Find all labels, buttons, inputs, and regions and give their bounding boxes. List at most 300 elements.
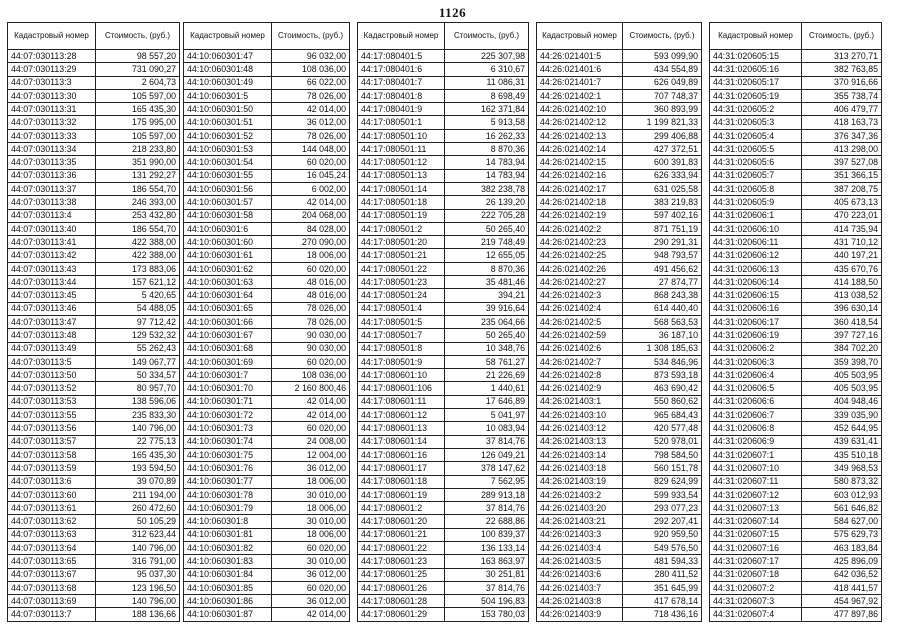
- cost-cell: 293 077,23: [623, 502, 702, 515]
- cadastral-number-cell: 44:17:080601:13: [358, 422, 445, 435]
- table-row: [8, 475, 180, 488]
- table-row: [8, 435, 180, 448]
- cadastral-number-cell: 44:31:020607:15: [710, 528, 802, 541]
- table-row: [184, 63, 350, 76]
- header-cost: Стоимость, (руб.): [802, 23, 882, 50]
- table-row: [710, 222, 882, 235]
- cadastral-number-cell: 44:31:020606:3: [710, 355, 802, 368]
- cadastral-number-cell: 44:07:030113:28: [8, 50, 96, 63]
- cost-cell: 418 163,73: [802, 116, 882, 129]
- cadastral-number-cell: 44:31:020605:5: [710, 143, 802, 156]
- cadastral-number-cell: 44:26:021403:21: [537, 515, 623, 528]
- cost-cell: 431 710,12: [802, 236, 882, 249]
- cadastral-number-cell: 44:26:021403:10: [537, 409, 623, 422]
- table-row: [710, 409, 882, 422]
- cadastral-number-cell: 44:31:020607:2: [710, 581, 802, 594]
- table-row: [358, 76, 529, 89]
- cadastral-number-cell: 44:31:020605:6: [710, 156, 802, 169]
- table-row: [8, 581, 180, 594]
- cadastral-number-cell: 44:31:020605:7: [710, 169, 802, 182]
- cadastral-number-cell: 44:17:080501:13: [358, 169, 445, 182]
- cadastral-number-cell: 44:10:060301:64: [184, 289, 272, 302]
- cost-cell: 36 012,00: [272, 462, 350, 475]
- table-row: [358, 169, 529, 182]
- cadastral-number-cell: 44:10:060301:50: [184, 103, 272, 116]
- table-row: [710, 528, 882, 541]
- cost-cell: 211 194,00: [96, 488, 180, 501]
- table-row: [710, 89, 882, 102]
- table-row: [184, 276, 350, 289]
- cost-cell: 186 554,70: [96, 222, 180, 235]
- cadastral-number-cell: 44:07:030113:4: [8, 209, 96, 222]
- cadastral-number-cell: 44:26:021403:1: [537, 395, 623, 408]
- table-row: [710, 462, 882, 475]
- cadastral-number-cell: 44:26:021402:7: [537, 355, 623, 368]
- cost-cell: 798 584,50: [623, 448, 702, 461]
- cost-cell: 406 479,77: [802, 103, 882, 116]
- cost-cell: 66 022,00: [272, 76, 350, 89]
- table-row: [8, 422, 180, 435]
- cadastral-number-cell: 44:10:060301:47: [184, 50, 272, 63]
- cost-cell: 10 083,94: [445, 422, 529, 435]
- cadastral-number-cell: 44:07:030113:62: [8, 515, 96, 528]
- cost-cell: 463 690,42: [623, 382, 702, 395]
- table-row: [537, 395, 702, 408]
- cadastral-number-cell: 44:31:020606:4: [710, 369, 802, 382]
- cost-cell: 434 554,89: [623, 63, 702, 76]
- cost-cell: 78 026,00: [272, 302, 350, 315]
- cost-cell: 60 020,00: [272, 422, 350, 435]
- cost-cell: 36 012,00: [272, 116, 350, 129]
- cadastral-number-cell: 44:10:060301:65: [184, 302, 272, 315]
- table-row: [358, 129, 529, 142]
- cost-cell: 37 814,76: [445, 435, 529, 448]
- table-row: [184, 222, 350, 235]
- table-row: [184, 302, 350, 315]
- cost-cell: 26 139,20: [445, 196, 529, 209]
- cost-cell: 78 026,00: [272, 129, 350, 142]
- table-row: [8, 595, 180, 608]
- header-cadastral: Кадастровый номер: [710, 23, 802, 50]
- table-row: [358, 209, 529, 222]
- cost-cell: 404 948,46: [802, 395, 882, 408]
- cost-cell: 580 873,32: [802, 475, 882, 488]
- table-row: [358, 315, 529, 328]
- table-row: [537, 89, 702, 102]
- cadastral-number-cell: 44:31:020606:10: [710, 222, 802, 235]
- cadastral-number-cell: 44:07:030113:41: [8, 236, 96, 249]
- table-row: [184, 129, 350, 142]
- cost-cell: 60 020,00: [272, 262, 350, 275]
- cadastral-number-cell: 44:10:060301:54: [184, 156, 272, 169]
- cadastral-number-cell: 44:31:020605:3: [710, 116, 802, 129]
- cost-cell: 8 870,36: [445, 143, 529, 156]
- cadastral-number-cell: 44:17:080601:28: [358, 595, 445, 608]
- cadastral-number-cell: 44:17:080601:16: [358, 448, 445, 461]
- cost-cell: 218 233,80: [96, 143, 180, 156]
- cost-cell: 90 030,00: [272, 329, 350, 342]
- cadastral-number-cell: 44:10:060301:61: [184, 249, 272, 262]
- cadastral-number-cell: 44:17:080501:21: [358, 249, 445, 262]
- cost-cell: 631 025,58: [623, 182, 702, 195]
- cadastral-number-cell: 44:26:021403:7: [537, 581, 623, 594]
- cost-cell: 123 196,50: [96, 581, 180, 594]
- cost-cell: 42 014,00: [272, 103, 350, 116]
- table-row: [537, 50, 702, 63]
- cadastral-number-cell: 44:07:030113:52: [8, 382, 96, 395]
- cost-cell: 22 688,86: [445, 515, 529, 528]
- cost-cell: 463 183,84: [802, 541, 882, 554]
- cost-cell: 165 435,30: [96, 103, 180, 116]
- cost-cell: 313 270,71: [802, 50, 882, 63]
- table-row: [8, 488, 180, 501]
- cadastral-number-cell: 44:07:030113:43: [8, 262, 96, 275]
- cadastral-number-cell: 44:07:030113:63: [8, 528, 96, 541]
- table-row: [184, 608, 350, 621]
- table-row: [537, 541, 702, 554]
- table-row: [184, 342, 350, 355]
- cadastral-number-cell: 44:10:060301:56: [184, 182, 272, 195]
- cadastral-number-cell: 44:31:020606:15: [710, 289, 802, 302]
- cadastral-number-cell: 44:17:080501:1: [358, 116, 445, 129]
- cadastral-number-cell: 44:17:080601:22: [358, 541, 445, 554]
- cadastral-number-cell: 44:31:020606:12: [710, 249, 802, 262]
- cost-cell: 413 038,52: [802, 289, 882, 302]
- cost-cell: 707 748,37: [623, 89, 702, 102]
- cost-cell: 235 064,66: [445, 315, 529, 328]
- cost-cell: 549 576,50: [623, 541, 702, 554]
- cost-cell: 289 913,18: [445, 488, 529, 501]
- cadastral-number-cell: 44:10:060301:62: [184, 262, 272, 275]
- cost-cell: 105 597,00: [96, 89, 180, 102]
- table-row: [537, 528, 702, 541]
- cost-cell: 560 151,78: [623, 462, 702, 475]
- table-row: [537, 502, 702, 515]
- table-row: [8, 262, 180, 275]
- cadastral-number-cell: 44:10:060301:72: [184, 409, 272, 422]
- cadastral-number-cell: 44:07:030113:37: [8, 182, 96, 195]
- cost-cell: 2 604,73: [96, 76, 180, 89]
- cost-cell: 413 298,00: [802, 143, 882, 156]
- cadastral-number-cell: 44:07:030113:61: [8, 502, 96, 515]
- cost-cell: 165 435,30: [96, 448, 180, 461]
- cadastral-number-cell: 44:07:030113:60: [8, 488, 96, 501]
- table-row: [184, 262, 350, 275]
- cost-cell: 642 036,52: [802, 568, 882, 581]
- table-row: [184, 50, 350, 63]
- cadastral-number-cell: 44:26:021403:20: [537, 502, 623, 515]
- cost-cell: 873 593,18: [623, 369, 702, 382]
- cost-cell: 95 037,30: [96, 568, 180, 581]
- table-row: [184, 448, 350, 461]
- cadastral-number-cell: 44:31:020605:4: [710, 129, 802, 142]
- cost-cell: 405 503,95: [802, 369, 882, 382]
- table-row: [710, 342, 882, 355]
- table-row: [537, 355, 702, 368]
- cost-cell: 440 197,21: [802, 249, 882, 262]
- cost-cell: 290 291,31: [623, 236, 702, 249]
- table-row: [358, 63, 529, 76]
- cost-cell: 12 004,00: [272, 448, 350, 461]
- cadastral-number-cell: 44:17:080601:17: [358, 462, 445, 475]
- cadastral-number-cell: 44:10:060301:67: [184, 329, 272, 342]
- table-row: [537, 276, 702, 289]
- table-row: [184, 409, 350, 422]
- table-row: [537, 116, 702, 129]
- cadastral-number-cell: 44:26:021403:14: [537, 448, 623, 461]
- cost-cell: 175 995,00: [96, 116, 180, 129]
- cost-cell: 1 308 185,63: [623, 342, 702, 355]
- cost-cell: 153 780,03: [445, 608, 529, 621]
- cadastral-number-cell: 44:26:021403:5: [537, 555, 623, 568]
- cadastral-number-cell: 44:26:021402:8: [537, 369, 623, 382]
- cost-cell: 35 481,46: [445, 276, 529, 289]
- cost-cell: 351 366,15: [802, 169, 882, 182]
- cadastral-number-cell: 44:10:060301:52: [184, 129, 272, 142]
- cost-cell: 420 577,48: [623, 422, 702, 435]
- cost-cell: 126 049,21: [445, 448, 529, 461]
- cadastral-number-cell: 44:26:021401:6: [537, 63, 623, 76]
- cost-cell: 520 978,01: [623, 435, 702, 448]
- cost-cell: 360 893,99: [623, 103, 702, 116]
- cadastre-table-2: [183, 22, 350, 622]
- table-row: [358, 355, 529, 368]
- cost-cell: 405 673,13: [802, 196, 882, 209]
- table-row: [537, 581, 702, 594]
- cadastral-number-cell: 44:17:080601:12: [358, 409, 445, 422]
- cadastral-number-cell: 44:26:021402:18: [537, 196, 623, 209]
- cadastral-number-cell: 44:10:060301:78: [184, 488, 272, 501]
- cadastral-number-cell: 44:10:060301:81: [184, 528, 272, 541]
- table-row: [710, 209, 882, 222]
- cost-cell: 140 796,00: [96, 541, 180, 554]
- cost-cell: 2 160 800,46: [272, 382, 350, 395]
- cadastral-number-cell: 44:07:030113:57: [8, 435, 96, 448]
- table-row: [537, 462, 702, 475]
- cadastral-number-cell: 44:10:060301:58: [184, 209, 272, 222]
- cadastral-number-cell: 44:10:060301:74: [184, 435, 272, 448]
- table-row: [8, 143, 180, 156]
- cadastre-table-5: [709, 22, 882, 622]
- cost-cell: 550 860,62: [623, 395, 702, 408]
- cadastral-number-cell: 44:31:020607:10: [710, 462, 802, 475]
- cost-cell: 37 814,76: [445, 502, 529, 515]
- cadastral-number-cell: 44:07:030113:69: [8, 595, 96, 608]
- cadastral-number-cell: 44:26:021402:15: [537, 156, 623, 169]
- cost-cell: 18 006,00: [272, 249, 350, 262]
- table-row: [537, 129, 702, 142]
- cost-cell: 378 147,62: [445, 462, 529, 475]
- cost-cell: 18 006,00: [272, 475, 350, 488]
- cost-cell: 384 702,20: [802, 342, 882, 355]
- cadastral-number-cell: 44:10:060301:71: [184, 395, 272, 408]
- table-row: [710, 116, 882, 129]
- cadastre-table-4: [536, 22, 702, 622]
- cadastral-number-cell: 44:31:020607:4: [710, 608, 802, 621]
- cost-cell: 414 735,94: [802, 222, 882, 235]
- cost-cell: 100 839,37: [445, 528, 529, 541]
- cadastral-number-cell: 44:17:080601:106: [358, 382, 445, 395]
- table-row: [184, 555, 350, 568]
- cost-cell: 435 670,76: [802, 262, 882, 275]
- cost-cell: 149 067,77: [96, 355, 180, 368]
- table-row: [537, 555, 702, 568]
- table-row: [358, 409, 529, 422]
- cost-cell: 1 440,61: [445, 382, 529, 395]
- cost-cell: 48 016,00: [272, 289, 350, 302]
- cost-cell: 280 411,52: [623, 568, 702, 581]
- cost-cell: 16 045,24: [272, 169, 350, 182]
- table-row: [710, 236, 882, 249]
- table-row: [8, 315, 180, 328]
- table-row: [710, 555, 882, 568]
- table-row: [8, 116, 180, 129]
- cadastral-number-cell: 44:26:021403:19: [537, 475, 623, 488]
- table-row: [184, 289, 350, 302]
- cadastral-number-cell: 44:07:030113:58: [8, 448, 96, 461]
- table-row: [8, 103, 180, 116]
- cost-cell: 108 036,00: [272, 63, 350, 76]
- table-row: [184, 581, 350, 594]
- cost-cell: 60 020,00: [272, 581, 350, 594]
- cadastral-number-cell: 44:17:080501:22: [358, 262, 445, 275]
- cost-cell: 418 441,57: [802, 581, 882, 594]
- table-row: [537, 568, 702, 581]
- table-row: [358, 143, 529, 156]
- table-row: [184, 475, 350, 488]
- table-row: [8, 129, 180, 142]
- cost-cell: 30 251,81: [445, 568, 529, 581]
- cadastral-number-cell: 44:07:030113:68: [8, 581, 96, 594]
- cadastral-number-cell: 44:07:030113:31: [8, 103, 96, 116]
- cadastral-number-cell: 44:10:060301:69: [184, 355, 272, 368]
- table-row: [8, 329, 180, 342]
- cadastral-number-cell: 44:26:021402:1: [537, 89, 623, 102]
- table-row: [537, 382, 702, 395]
- cost-cell: 58 761,27: [445, 355, 529, 368]
- cadastre-table-1: [7, 22, 180, 622]
- table-row: [8, 249, 180, 262]
- cadastral-number-cell: 44:07:030113:3: [8, 76, 96, 89]
- cadastral-number-cell: 44:07:030113:5: [8, 355, 96, 368]
- table-row: [710, 315, 882, 328]
- table-row: [537, 342, 702, 355]
- cadastral-number-cell: 44:26:021402:23: [537, 236, 623, 249]
- cadastral-number-cell: 44:07:030113:55: [8, 409, 96, 422]
- cost-cell: 204 068,00: [272, 209, 350, 222]
- cadastral-number-cell: 44:31:020607:14: [710, 515, 802, 528]
- cost-cell: 219 748,49: [445, 236, 529, 249]
- table-row: [537, 422, 702, 435]
- cost-cell: 481 594,33: [623, 555, 702, 568]
- cost-cell: 60 020,00: [272, 156, 350, 169]
- cadastral-number-cell: 44:10:060301:66: [184, 315, 272, 328]
- table-row: [710, 76, 882, 89]
- cost-cell: 21 226,69: [445, 369, 529, 382]
- tables-area: [7, 22, 900, 618]
- table-row: [8, 355, 180, 368]
- header-cost: Стоимость, (руб.): [272, 23, 350, 50]
- cost-cell: 422 388,00: [96, 236, 180, 249]
- cadastral-number-cell: 44:17:080501:24: [358, 289, 445, 302]
- cadastral-number-cell: 44:17:080501:19: [358, 209, 445, 222]
- cadastral-number-cell: 44:10:060301:83: [184, 555, 272, 568]
- cost-cell: 504 196,83: [445, 595, 529, 608]
- table-row: [537, 488, 702, 501]
- table-row: [537, 249, 702, 262]
- table-row: [537, 143, 702, 156]
- table-row: [710, 63, 882, 76]
- table-row: [358, 276, 529, 289]
- table-row: [358, 435, 529, 448]
- table-row: [710, 302, 882, 315]
- cost-cell: 405 503,95: [802, 382, 882, 395]
- cadastral-number-cell: 44:10:060301:70: [184, 382, 272, 395]
- table-row: [184, 462, 350, 475]
- cadastral-number-cell: 44:26:021402:9: [537, 382, 623, 395]
- cadastral-number-cell: 44:10:060301:7: [184, 369, 272, 382]
- cadastral-number-cell: 44:31:020605:19: [710, 89, 802, 102]
- cadastral-number-cell: 44:26:021402:2: [537, 222, 623, 235]
- cost-cell: 235 833,30: [96, 409, 180, 422]
- table-row: [8, 448, 180, 461]
- cost-cell: 97 712,42: [96, 315, 180, 328]
- cadastral-number-cell: 44:26:021403:18: [537, 462, 623, 475]
- cost-cell: 42 014,00: [272, 409, 350, 422]
- cost-cell: 138 596,06: [96, 395, 180, 408]
- table-row: [8, 555, 180, 568]
- cost-cell: 626 049,89: [623, 76, 702, 89]
- cost-cell: 422 388,00: [96, 249, 180, 262]
- cadastral-number-cell: 44:26:021402:26: [537, 262, 623, 275]
- cost-cell: 90 030,00: [272, 342, 350, 355]
- table-row: [710, 395, 882, 408]
- cost-cell: 425 896,09: [802, 555, 882, 568]
- table-row: [537, 595, 702, 608]
- cadastral-number-cell: 44:17:080401:5: [358, 50, 445, 63]
- table-row: [184, 435, 350, 448]
- table-row: [358, 541, 529, 554]
- cost-cell: 22 775,13: [96, 435, 180, 448]
- cadastral-number-cell: 44:17:080401:8: [358, 89, 445, 102]
- table-row: [8, 302, 180, 315]
- table-row: [184, 355, 350, 368]
- table-row: [537, 182, 702, 195]
- cost-cell: 80 957,70: [96, 382, 180, 395]
- cost-cell: 593 099,90: [623, 50, 702, 63]
- cost-cell: 42 014,00: [272, 395, 350, 408]
- cadastral-number-cell: 44:26:021402:6: [537, 342, 623, 355]
- table-row: [8, 50, 180, 63]
- cost-cell: 253 432,80: [96, 209, 180, 222]
- table-row: [184, 169, 350, 182]
- cadastral-number-cell: 44:31:020605:15: [710, 50, 802, 63]
- table-row: [8, 528, 180, 541]
- table-row: [8, 369, 180, 382]
- cadastral-number-cell: 44:07:030113:48: [8, 329, 96, 342]
- table-row: [358, 528, 529, 541]
- table-row: [537, 222, 702, 235]
- table-row: [184, 502, 350, 515]
- table-row: [8, 342, 180, 355]
- cost-cell: 12 655,05: [445, 249, 529, 262]
- cost-cell: 129 532,32: [96, 329, 180, 342]
- cadastral-number-cell: 44:17:080401:6: [358, 63, 445, 76]
- table-row: [710, 169, 882, 182]
- table-row: [8, 608, 180, 621]
- cost-cell: 1 199 821,33: [623, 116, 702, 129]
- table-row: [710, 422, 882, 435]
